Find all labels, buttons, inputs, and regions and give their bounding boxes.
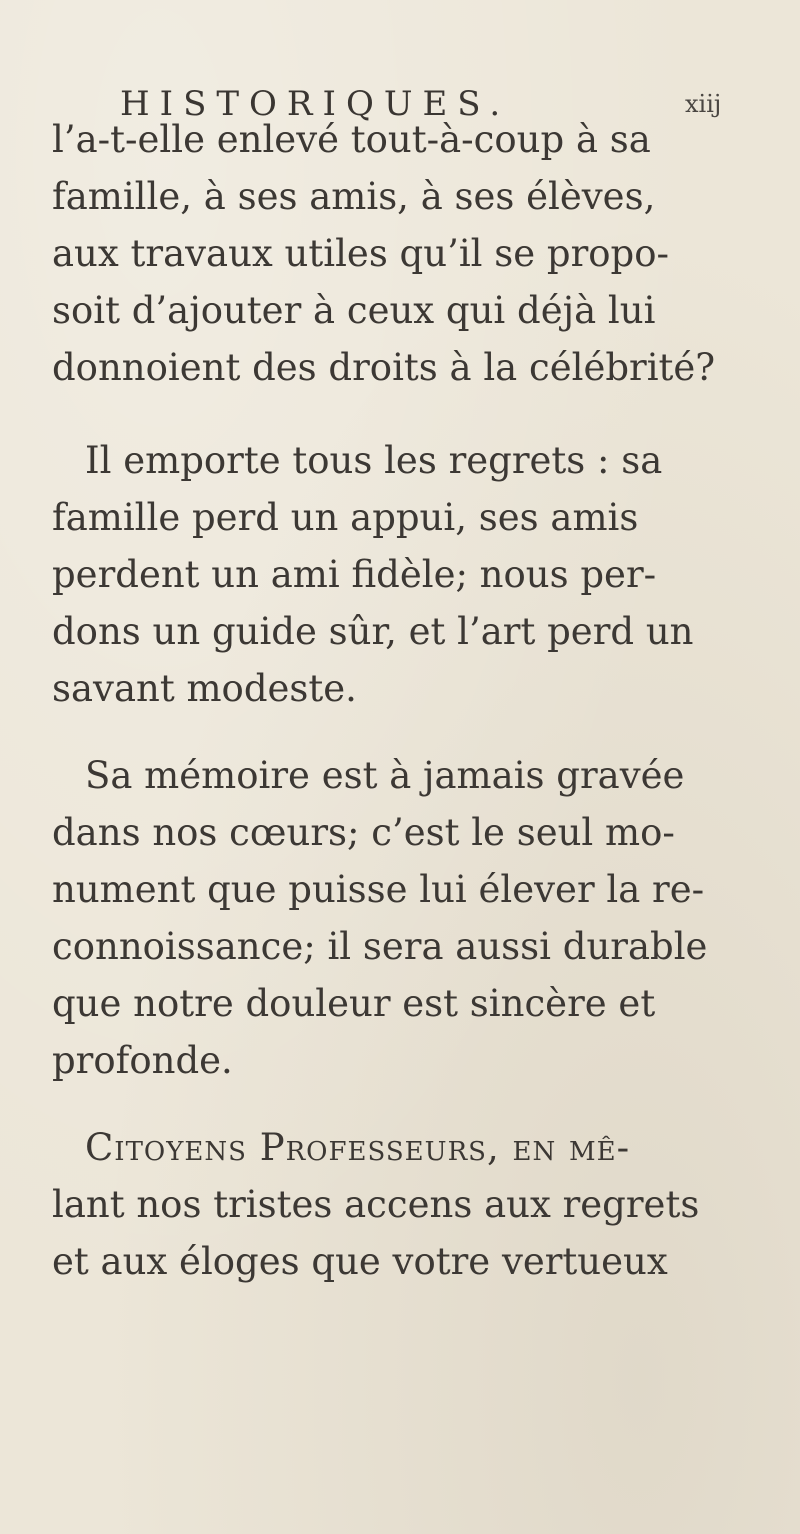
text-line: lant nos tristes accens aux regrets <box>52 1183 700 1226</box>
running-title: HISTORIQUES. <box>120 84 511 124</box>
text-line: et aux éloges que votre vertueux <box>52 1240 668 1283</box>
paragraph-start-line: Citoyens Professeurs, en mê- <box>85 1126 631 1169</box>
text-line: profonde. <box>52 1039 233 1082</box>
text-line: nument que puisse lui élever la re- <box>52 868 705 911</box>
text-line: famille, à ses amis, à ses élèves, <box>52 175 656 218</box>
text-line: savant modeste. <box>52 667 357 710</box>
text-line: dans nos cœurs; c’est le seul mo- <box>52 811 675 854</box>
text-line: aux travaux utiles qu’il se propo- <box>52 232 670 275</box>
paragraph-start-line: Sa mémoire est à jamais gravée <box>85 754 685 797</box>
text-line: dons un guide sûr, et l’art perd un <box>52 610 694 653</box>
text-line: perdent un ami fidèle; nous per- <box>52 553 657 596</box>
text-line: famille perd un appui, ses amis <box>52 496 639 539</box>
text-line: l’a-t-elle enlevé tout-à-coup à sa <box>52 118 651 161</box>
text-line: donnoient des droits à la célébrité? <box>52 346 716 389</box>
text-line: que notre douleur est sincère et <box>52 982 656 1025</box>
paragraph-start-line: Il emporte tous les regrets : sa <box>85 439 663 482</box>
text-line: connoissance; il sera aussi durable <box>52 925 708 968</box>
page-number: xiij <box>685 90 722 118</box>
text-line: soit d’ajouter à ceux qui déjà lui <box>52 289 656 332</box>
